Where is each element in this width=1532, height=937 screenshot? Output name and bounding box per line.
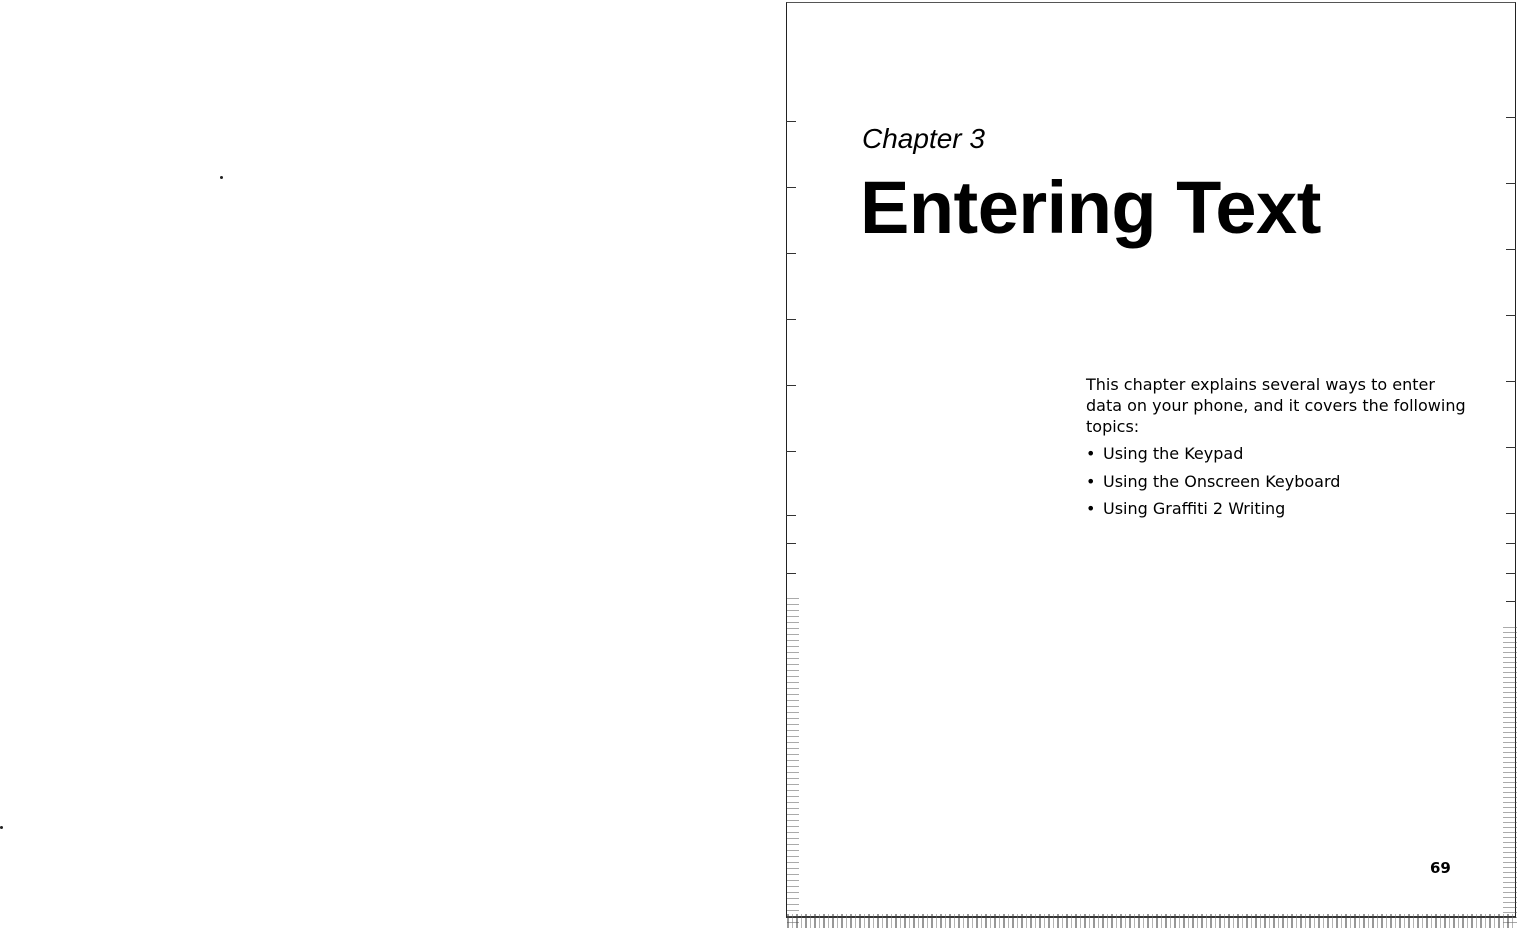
bullet-icon: • [1086,499,1096,518]
bullet-icon: • [1086,471,1096,491]
scan-speck [0,826,3,829]
page-number: 69 [1430,859,1451,877]
scan-noise-right [1503,623,1517,923]
chapter-intro-paragraph: This chapter explains several ways to enter data on your phone, and it covers the following topics: [1086,375,1466,436]
scan-noise-bottom [787,914,1515,928]
list-item [1086,443,1340,464]
topics-list [1086,443,1340,526]
chapter-number-label: Chapter 3 [862,123,985,154]
topic-label: Using the Keypad [1103,444,1244,463]
scan-speck [220,176,223,179]
list-item [1086,498,1340,519]
list-item [1086,471,1340,492]
bullet-icon: • [1086,444,1096,463]
topic-label: Using the Onscreen Keyboard [1103,471,1341,491]
chapter-title: Entering Text [860,166,1321,249]
topic-label: Using Graffiti 2 Writing [1103,499,1286,518]
scan-noise-left [787,593,799,923]
